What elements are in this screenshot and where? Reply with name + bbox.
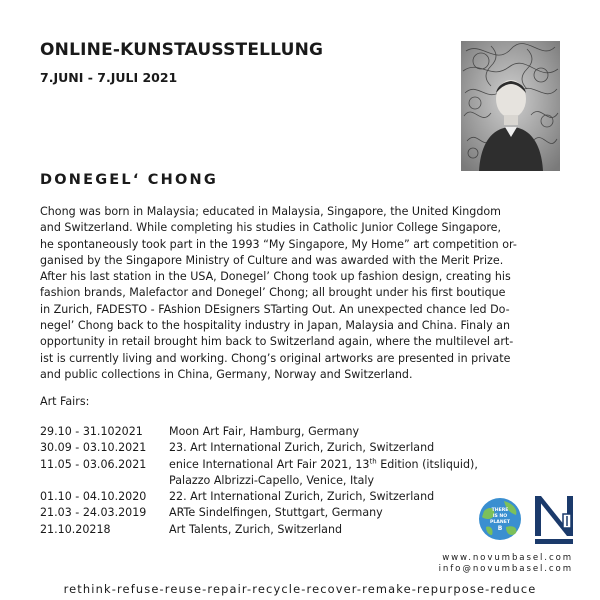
novum-logo — [533, 494, 575, 546]
fair-date: 11.05 - 03.06.2021 — [40, 457, 147, 471]
bio-line: in Zurich, FADESTO - FAshion DEsigners STarting Out. An unexpected chance led Do- — [40, 302, 510, 316]
fair-name: 22. Art International Zurich, Zurich, Switzerland — [169, 490, 435, 504]
bio-line: negel’ Chong back to the hospitality industry in Japan, Malaysia and China. Finaly an — [40, 319, 511, 333]
page-title: ONLINE-KUNSTAUSSTELLUNG — [40, 40, 324, 60]
bio-line: Chong was born in Malaysia; educated in Malaysia, Singapore, the United Kingdom — [40, 205, 501, 218]
fair-date: 01.10 - 04.10.2020 — [40, 490, 147, 504]
fair-name — [169, 457, 478, 490]
fair-date: 21.03 - 24.03.2019 — [40, 506, 147, 520]
svg-text:IS NO: IS NO — [492, 514, 508, 519]
list-item — [40, 505, 480, 521]
bio-line: and public collections in China, Germany, Norway and Switzerland. — [40, 367, 413, 381]
bio-line: and Switzerland. While completing his studies in Catholic Junior College Singapore, — [40, 221, 502, 235]
fair-date: 30.09 - 03.10.2021 — [40, 441, 147, 455]
website-link[interactable]: www.novumbasel.com — [442, 553, 573, 563]
list-item — [40, 440, 480, 456]
email-link[interactable]: info@novumbasel.com — [438, 564, 573, 574]
artist-name: DONEGEL‘ CHONG — [40, 172, 218, 188]
svg-text:PLANET: PLANET — [490, 520, 510, 525]
no-planet-b-badge — [478, 497, 522, 541]
list-item — [40, 522, 480, 538]
fair-name: ARTe Sindelfingen, Stuttgart, Germany — [169, 506, 383, 520]
art-fairs-list — [40, 424, 480, 538]
fair-date: 21.10.20218 — [40, 522, 111, 536]
bio-line: ganised by the Singapore Ministry of Culture and was awarded with the Merit Prize. — [40, 253, 504, 267]
artist-biography — [40, 204, 564, 383]
fair-name: Moon Art Fair, Hamburg, Germany — [169, 425, 360, 438]
bio-line: After his last station in the USA, Donegel’ Chong took up fashion design, creating his — [40, 270, 511, 284]
fair-name: 23. Art International Zurich, Zurich, Switzerland — [169, 441, 435, 455]
footer-slogan: rethink-refuse-reuse-repair-recycle-recover-remake-repurpose-reduce — [63, 582, 537, 596]
fair-date: 29.10 - 31.102021 — [40, 425, 143, 438]
list-item — [40, 457, 480, 490]
bio-line: fashion brands, Malefactor and Donegel’ Chong; all brought under his first boutique — [40, 286, 506, 300]
fair-name-line: enice International Art Fair 2021, 13th Edition (itsliquid), — [169, 456, 478, 471]
list-item — [40, 424, 480, 440]
contact-info — [439, 553, 573, 575]
bio-line: ist is currently living and working. Chong’s original artworks are presented in private — [40, 351, 511, 365]
artist-portrait — [461, 41, 560, 171]
list-item — [40, 489, 480, 505]
bio-line: opportunity in retail brought him back to Switzerland again, where the multilevel art- — [40, 335, 514, 349]
fair-name: Art Talents, Zurich, Switzerland — [169, 522, 343, 536]
bio-line: he spontaneously took part in the 1993 “My Singapore, My Home” art competition or- — [40, 237, 517, 251]
exhibition-dates: 7.JUNI - 7.JULI 2021 — [40, 70, 178, 85]
ordinal-suffix: th — [369, 456, 377, 465]
art-fairs-heading: Art Fairs: — [40, 395, 90, 408]
svg-text:THERE: THERE — [491, 508, 509, 513]
fair-name-line: Palazzo Albrizzi-Capello, Venice, Italy — [169, 473, 375, 487]
svg-text:B: B — [497, 525, 503, 532]
